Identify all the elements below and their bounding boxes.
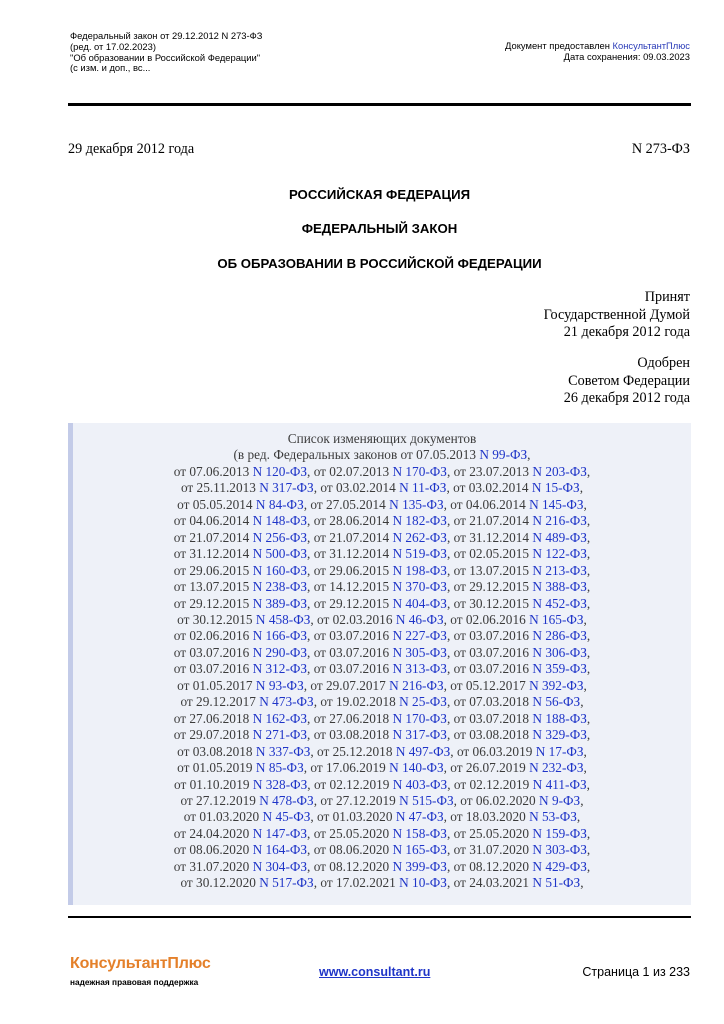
amendment-link[interactable]: N 392-ФЗ xyxy=(529,677,584,693)
amendment-link[interactable]: N 403-ФЗ xyxy=(392,776,448,792)
amendment-link[interactable]: N 271-ФЗ xyxy=(252,727,308,743)
amendments-line xyxy=(73,579,691,595)
approved-line: 26 декабря 2012 года xyxy=(563,390,690,406)
amendment-date: от 04.06.2014 xyxy=(173,513,253,529)
amendments-intro: (в ред. Федеральных законов от 07.05.2013 xyxy=(233,447,480,463)
separator: , xyxy=(586,562,591,578)
amendment-date: от 26.07.2019 xyxy=(450,760,530,776)
separator: , xyxy=(583,760,587,776)
amendment-date: от 29.07.2017 xyxy=(310,677,390,693)
amendments-line xyxy=(73,793,691,809)
amendment-date: от 08.12.2020 xyxy=(313,858,393,874)
separator: , xyxy=(313,875,321,891)
amendment-link[interactable]: N 497-ФЗ xyxy=(395,743,451,759)
amendment-date: от 29.07.2018 xyxy=(173,727,253,743)
amendments-line xyxy=(73,645,691,661)
separator: , xyxy=(307,644,314,660)
amendments-line xyxy=(73,842,691,858)
amendments-line xyxy=(73,678,691,694)
amendment-link[interactable]: N 188-ФЗ xyxy=(532,710,587,726)
separator: , xyxy=(307,529,314,545)
amendment-link[interactable]: N 160-ФЗ xyxy=(252,562,308,578)
amendment-link[interactable]: N 216-ФЗ xyxy=(532,513,587,529)
amendment-date: от 06.03.2019 xyxy=(456,743,536,759)
separator: , xyxy=(307,825,314,841)
amendment-link[interactable]: N 47-ФЗ xyxy=(395,809,444,825)
separator: , xyxy=(586,776,590,792)
amendment-date: от 05.05.2014 xyxy=(177,496,256,512)
amendment-link[interactable]: N 411-ФЗ xyxy=(532,776,587,792)
separator: , xyxy=(307,463,314,479)
amendments-line xyxy=(73,661,691,677)
amendment-link[interactable]: N 147-ФЗ xyxy=(252,825,308,841)
separator: , xyxy=(446,480,454,496)
amendment-date: от 21.07.2014 xyxy=(173,529,253,545)
amendment-link[interactable]: N 473-ФЗ xyxy=(259,694,314,710)
amendment-link[interactable]: N 170-ФЗ xyxy=(392,710,447,726)
reference-line: (ред. от 17.02.2023) xyxy=(70,40,156,52)
amendment-link[interactable]: N 317-ФЗ xyxy=(392,727,447,743)
amendments-line xyxy=(73,513,691,529)
amendment-link[interactable]: N 51-ФЗ xyxy=(532,875,581,891)
separator: , xyxy=(446,842,454,858)
amendment-link[interactable]: N 84-ФЗ xyxy=(255,496,304,512)
amendments-box xyxy=(68,423,691,905)
amendment-link[interactable]: N 85-ФЗ xyxy=(255,760,304,776)
amendment-link[interactable]: N 166-ФЗ xyxy=(252,628,308,644)
separator: , xyxy=(307,842,314,858)
separator: , xyxy=(443,809,451,825)
separator: , xyxy=(580,694,584,710)
amendment-date: от 01.05.2019 xyxy=(177,760,256,776)
amendment-link[interactable]: N 328-ФЗ xyxy=(252,776,308,792)
amendment-link[interactable]: N 182-ФЗ xyxy=(392,513,447,529)
separator: , xyxy=(307,661,314,677)
amendment-link[interactable]: N 478-ФЗ xyxy=(259,792,314,808)
separator: , xyxy=(303,496,311,512)
amendment-link[interactable]: N 458-ФЗ xyxy=(255,611,311,627)
amendments-line xyxy=(73,464,691,480)
website-link[interactable]: www.consultant.ru xyxy=(319,965,431,979)
amendment-date: от 05.12.2017 xyxy=(450,677,530,693)
separator: , xyxy=(583,743,587,759)
amendment-date: от 02.06.2016 xyxy=(173,628,253,644)
page-counter: Страница 1 из 233 xyxy=(582,965,690,979)
amendment-date: от 27.12.2019 xyxy=(180,792,260,808)
separator: , xyxy=(313,480,321,496)
separator: , xyxy=(303,760,311,776)
amendment-date: от 02.12.2019 xyxy=(313,776,393,792)
amendment-date: от 03.07.2016 xyxy=(313,661,393,677)
amendment-link[interactable]: N 213-ФЗ xyxy=(532,562,587,578)
amendment-link[interactable]: N 305-ФЗ xyxy=(392,644,447,660)
amendment-date: от 07.03.2018 xyxy=(453,694,533,710)
document-date: 29 декабря 2012 года xyxy=(68,141,195,157)
separator: , xyxy=(446,463,454,479)
amendment-date: от 03.07.2016 xyxy=(453,661,533,677)
amendment-link[interactable]: N 140-ФЗ xyxy=(389,760,444,776)
amendment-date: от 25.11.2013 xyxy=(180,480,260,496)
separator: , xyxy=(583,496,587,512)
amendment-link[interactable]: N 216-ФЗ xyxy=(389,677,444,693)
approved-block xyxy=(564,355,690,408)
amendment-link[interactable]: N 232-ФЗ xyxy=(529,760,584,776)
separator: , xyxy=(307,513,314,529)
amendment-date: от 03.07.2016 xyxy=(453,628,533,644)
amendments-line xyxy=(73,859,691,875)
amendment-link[interactable]: N 164-ФЗ xyxy=(252,842,308,858)
amendments-line xyxy=(73,628,691,644)
amendment-date: от 03.07.2016 xyxy=(313,628,393,644)
amendment-link[interactable]: N 159-ФЗ xyxy=(532,825,587,841)
amendment-link[interactable]: N 359-ФЗ xyxy=(532,661,587,677)
amendment-link[interactable]: N 198-ФЗ xyxy=(392,562,447,578)
amendment-date: от 03.08.2018 xyxy=(313,727,393,743)
separator: , xyxy=(586,579,591,595)
separator: , xyxy=(446,513,454,529)
amendment-date: от 03.07.2016 xyxy=(453,644,533,660)
amendment-date: от 27.05.2014 xyxy=(310,496,390,512)
provider-info xyxy=(505,40,690,62)
amendment-link[interactable]: N 135-ФЗ xyxy=(389,496,444,512)
header-divider xyxy=(68,103,691,106)
separator: , xyxy=(446,628,454,644)
amendment-date: от 02.06.2016 xyxy=(450,611,530,627)
separator: , xyxy=(310,611,318,627)
amendment-date: от 17.06.2019 xyxy=(310,760,390,776)
adopted-block xyxy=(544,289,690,342)
separator: , xyxy=(586,595,591,611)
separator: , xyxy=(307,727,314,743)
amendment-date: от 03.07.2016 xyxy=(313,644,393,660)
amendment-link[interactable]: N 120-ФЗ xyxy=(252,463,308,479)
separator: , xyxy=(313,694,321,710)
amendment-date: от 18.03.2020 xyxy=(450,809,530,825)
separator: , xyxy=(586,628,591,644)
separator: , xyxy=(307,858,314,874)
amendment-link[interactable]: N 404-ФЗ xyxy=(392,595,447,611)
amendments-line xyxy=(73,875,691,891)
amendment-date: от 31.07.2020 xyxy=(173,858,253,874)
separator: , xyxy=(446,562,454,578)
amendment-date: от 03.02.2014 xyxy=(320,480,400,496)
separator: , xyxy=(580,875,584,891)
adopted-line: Государственной Думой xyxy=(543,306,690,323)
amendment-date: от 29.12.2015 xyxy=(173,595,253,611)
separator: , xyxy=(310,743,318,759)
amendment-link[interactable]: N 93-ФЗ xyxy=(255,677,304,693)
amendment-link[interactable]: N 99-ФЗ xyxy=(479,447,528,463)
amendment-link[interactable]: N 162-ФЗ xyxy=(252,710,308,726)
amendment-date: от 25.05.2020 xyxy=(453,825,533,841)
amendments-line xyxy=(73,480,691,496)
amendment-link[interactable]: N 519-ФЗ xyxy=(392,546,447,562)
amendment-link[interactable]: N 148-ФЗ xyxy=(252,513,308,529)
separator: , xyxy=(576,809,581,825)
separator: , xyxy=(446,529,454,545)
separator: , xyxy=(443,760,451,776)
amendment-link[interactable]: N 290-ФЗ xyxy=(252,644,308,660)
approved-line: Одобрен xyxy=(637,355,690,371)
amendment-link[interactable]: N 165-ФЗ xyxy=(529,611,584,627)
separator: , xyxy=(446,546,454,562)
amendments-line xyxy=(73,727,691,743)
amendment-date: от 03.07.2018 xyxy=(453,710,533,726)
amendment-date: от 04.06.2014 xyxy=(450,496,530,512)
amendment-date: от 25.12.2018 xyxy=(317,743,396,759)
amendment-date: от 29.12.2015 xyxy=(313,595,393,611)
adopted-line: 21 декабря 2012 года xyxy=(563,324,690,340)
amendment-link[interactable]: N 45-ФЗ xyxy=(262,809,311,825)
approved-line: Советом Федерации xyxy=(568,372,690,389)
provided-by-label: Документ предоставлен xyxy=(505,40,613,51)
amendment-date: от 31.12.2014 xyxy=(453,529,533,545)
consultant-logo: КонсультантПлюс xyxy=(70,955,211,972)
separator: , xyxy=(443,611,451,627)
amendment-date: от 13.07.2015 xyxy=(173,579,253,595)
separator: , xyxy=(447,776,454,792)
amendment-link[interactable]: N 256-ФЗ xyxy=(252,529,308,545)
separator: , xyxy=(307,546,314,562)
amendments-line xyxy=(73,711,691,727)
amendment-link[interactable]: N 158-ФЗ xyxy=(392,825,447,841)
amendment-link[interactable]: N 306-ФЗ xyxy=(532,644,587,660)
separator: , xyxy=(583,611,587,627)
separator: , xyxy=(443,677,451,693)
amendments-line xyxy=(73,760,691,776)
amendment-date: от 01.03.2020 xyxy=(183,809,263,825)
separator: , xyxy=(313,792,321,808)
amendment-date: от 08.06.2020 xyxy=(173,842,253,858)
separator: , xyxy=(446,825,454,841)
amendment-link[interactable]: N 11-ФЗ xyxy=(399,480,447,496)
amendment-date: от 27.06.2018 xyxy=(173,710,253,726)
amendment-date: от 30.12.2015 xyxy=(453,595,533,611)
amendment-link[interactable]: N 53-ФЗ xyxy=(529,809,577,825)
amendment-date: от 30.12.2015 xyxy=(177,611,256,627)
amendments-line xyxy=(73,694,691,710)
separator: , xyxy=(307,628,314,644)
amendment-date: от 21.07.2014 xyxy=(313,529,393,545)
amendment-link[interactable]: N 238-ФЗ xyxy=(252,579,308,595)
amendment-link[interactable]: N 429-ФЗ xyxy=(532,858,587,874)
amendment-date: от 02.07.2013 xyxy=(313,463,393,479)
separator: , xyxy=(307,710,314,726)
footer-divider xyxy=(68,916,691,918)
amendment-link[interactable]: N 389-ФЗ xyxy=(252,595,308,611)
document-reference xyxy=(70,31,262,74)
title-country: РОССИЙСКАЯ ФЕДЕРАЦИЯ xyxy=(288,187,471,202)
amendment-link[interactable]: N 56-ФЗ xyxy=(532,694,581,710)
separator: , xyxy=(586,842,591,858)
amendment-link[interactable]: N 500-ФЗ xyxy=(252,546,308,562)
separator: , xyxy=(580,792,584,808)
amendment-date: от 01.05.2017 xyxy=(177,677,256,693)
amendment-date: от 03.02.2014 xyxy=(453,480,532,496)
separator: , xyxy=(586,644,591,660)
reference-line: "Об образовании в Российской Федерации" xyxy=(70,51,261,63)
separator: , xyxy=(446,644,454,660)
separator: , xyxy=(310,809,318,825)
separator: , xyxy=(586,513,591,529)
reference-line: Федеральный закон от 29.12.2012 N 273-ФЗ xyxy=(70,30,263,41)
logo-tagline: надежная правовая поддержка xyxy=(70,977,199,987)
separator: , xyxy=(527,447,531,463)
separator: , xyxy=(450,743,457,759)
separator: , xyxy=(446,579,454,595)
amendment-date: от 25.05.2020 xyxy=(313,825,393,841)
amendment-date: от 24.03.2021 xyxy=(453,875,533,891)
amendment-link[interactable]: N 399-ФЗ xyxy=(392,858,447,874)
amendment-date: от 21.07.2014 xyxy=(453,513,533,529)
amendment-link[interactable]: N 312-ФЗ xyxy=(252,661,308,677)
amendment-link[interactable]: N 329-ФЗ xyxy=(532,727,587,743)
separator: , xyxy=(586,661,591,677)
amendment-date: от 23.07.2013 xyxy=(453,463,533,479)
amendment-date: от 08.06.2020 xyxy=(313,842,393,858)
amendment-date: от 29.06.2015 xyxy=(173,562,253,578)
amendments-line xyxy=(73,612,691,628)
amendment-date: от 17.02.2021 xyxy=(320,875,400,891)
amendment-date: от 02.12.2019 xyxy=(453,776,533,792)
amendment-date: от 27.12.2019 xyxy=(320,792,400,808)
separator: , xyxy=(446,661,454,677)
amendment-link[interactable]: N 286-ФЗ xyxy=(532,628,587,644)
amendment-date: от 02.03.2016 xyxy=(317,611,396,627)
amendment-link[interactable]: N 303-ФЗ xyxy=(532,842,587,858)
amendments-heading: Список изменяющих документов xyxy=(287,431,477,446)
title-law-type: ФЕДЕРАЛЬНЫЙ ЗАКОН xyxy=(301,221,458,236)
amendment-date: от 07.06.2013 xyxy=(173,463,253,479)
separator: , xyxy=(586,727,591,743)
separator: , xyxy=(586,529,591,545)
amendment-date: от 02.05.2015 xyxy=(453,546,533,562)
amendments-line xyxy=(73,497,691,513)
separator: , xyxy=(446,727,454,743)
separator: , xyxy=(446,694,454,710)
reference-line: (с изм. и доп., вс... xyxy=(70,62,151,74)
separator: , xyxy=(307,562,314,578)
amendments-line xyxy=(73,530,691,546)
amendments-line xyxy=(73,809,691,825)
amendment-link[interactable]: N 15-ФЗ xyxy=(531,480,580,496)
amendment-link[interactable]: N 304-ФЗ xyxy=(252,858,308,874)
document-number: N 273-ФЗ xyxy=(631,141,690,157)
separator: , xyxy=(307,776,314,792)
amendment-link[interactable]: N 388-ФЗ xyxy=(532,579,587,595)
amendment-link[interactable]: N 317-ФЗ xyxy=(259,480,314,496)
separator: , xyxy=(307,595,314,611)
amendment-link[interactable]: N 9-ФЗ xyxy=(539,792,581,808)
separator: , xyxy=(583,677,587,693)
amendment-date: от 14.12.2015 xyxy=(313,579,393,595)
amendment-link[interactable]: N 145-ФЗ xyxy=(529,496,584,512)
amendment-date: от 28.06.2014 xyxy=(313,513,393,529)
amendment-link[interactable]: N 489-ФЗ xyxy=(532,529,587,545)
amendment-link[interactable]: N 517-ФЗ xyxy=(259,875,314,891)
amendment-link[interactable]: N 452-ФЗ xyxy=(532,595,587,611)
separator: , xyxy=(307,579,314,595)
amendments-list xyxy=(73,431,691,892)
separator: , xyxy=(586,858,591,874)
separator: , xyxy=(586,463,591,479)
separator: , xyxy=(453,792,461,808)
amendment-link[interactable]: N 370-ФЗ xyxy=(392,579,447,595)
amendment-date: от 08.12.2020 xyxy=(453,858,533,874)
amendment-date: от 03.08.2018 xyxy=(453,727,533,743)
separator: , xyxy=(586,710,591,726)
amendment-link[interactable]: N 337-ФЗ xyxy=(255,743,311,759)
separator: , xyxy=(579,480,584,496)
amendment-date: от 24.04.2020 xyxy=(173,825,253,841)
amendment-date: от 29.06.2015 xyxy=(313,562,393,578)
separator: , xyxy=(446,858,454,874)
amendment-date: от 19.02.2018 xyxy=(320,694,400,710)
amendment-date: от 06.02.2020 xyxy=(460,792,540,808)
separator: , xyxy=(446,595,454,611)
provider-brand: КонсультантПлюс xyxy=(612,40,690,51)
amendment-date: от 29.12.2017 xyxy=(180,694,260,710)
amendments-line xyxy=(73,596,691,612)
amendment-date: от 30.12.2020 xyxy=(180,875,260,891)
amendments-line xyxy=(73,826,691,842)
amendment-link[interactable]: N 515-ФЗ xyxy=(399,792,454,808)
amendment-link[interactable]: N 25-ФЗ xyxy=(399,694,447,710)
amendment-date: от 13.07.2015 xyxy=(453,562,533,578)
amendments-line xyxy=(73,744,691,760)
amendment-date: от 27.06.2018 xyxy=(313,710,393,726)
amendment-date: от 31.07.2020 xyxy=(453,842,533,858)
title-law-name: ОБ ОБРАЗОВАНИИ В РОССИЙСКОЙ ФЕДЕРАЦИИ xyxy=(217,256,542,271)
amendment-link[interactable]: N 165-ФЗ xyxy=(392,842,447,858)
amendment-link[interactable]: N 313-ФЗ xyxy=(392,661,447,677)
amendments-line xyxy=(73,777,691,793)
amendment-date: от 01.03.2020 xyxy=(317,809,396,825)
amendment-date: от 01.10.2019 xyxy=(174,776,253,792)
amendment-date: от 03.07.2016 xyxy=(173,661,253,677)
amendment-link[interactable]: N 170-ФЗ xyxy=(392,463,447,479)
amendment-link[interactable]: N 46-ФЗ xyxy=(395,611,444,627)
separator: , xyxy=(446,710,454,726)
amendment-link[interactable]: N 17-ФЗ xyxy=(535,743,584,759)
amendment-date: от 03.08.2018 xyxy=(177,743,256,759)
amendment-link[interactable]: N 203-ФЗ xyxy=(532,463,587,479)
amendment-link[interactable]: N 122-ФЗ xyxy=(532,546,587,562)
amendment-date: от 31.12.2014 xyxy=(173,546,253,562)
save-date: Дата сохранения: 09.03.2023 xyxy=(563,51,690,62)
amendment-date: от 03.07.2016 xyxy=(173,644,253,660)
separator: , xyxy=(303,677,311,693)
separator: , xyxy=(446,875,454,891)
amendment-link[interactable]: N 227-ФЗ xyxy=(392,628,447,644)
separator: , xyxy=(586,825,591,841)
amendment-link[interactable]: N 10-ФЗ xyxy=(399,875,447,891)
separator: , xyxy=(443,496,451,512)
amendment-link[interactable]: N 262-ФЗ xyxy=(392,529,447,545)
amendment-date: от 29.12.2015 xyxy=(453,579,533,595)
adopted-line: Принят xyxy=(644,289,690,305)
amendment-date: от 31.12.2014 xyxy=(313,546,393,562)
separator: , xyxy=(586,546,591,562)
amendments-line xyxy=(73,563,691,579)
amendments-line xyxy=(73,546,691,562)
amendments-first-line xyxy=(73,447,691,463)
